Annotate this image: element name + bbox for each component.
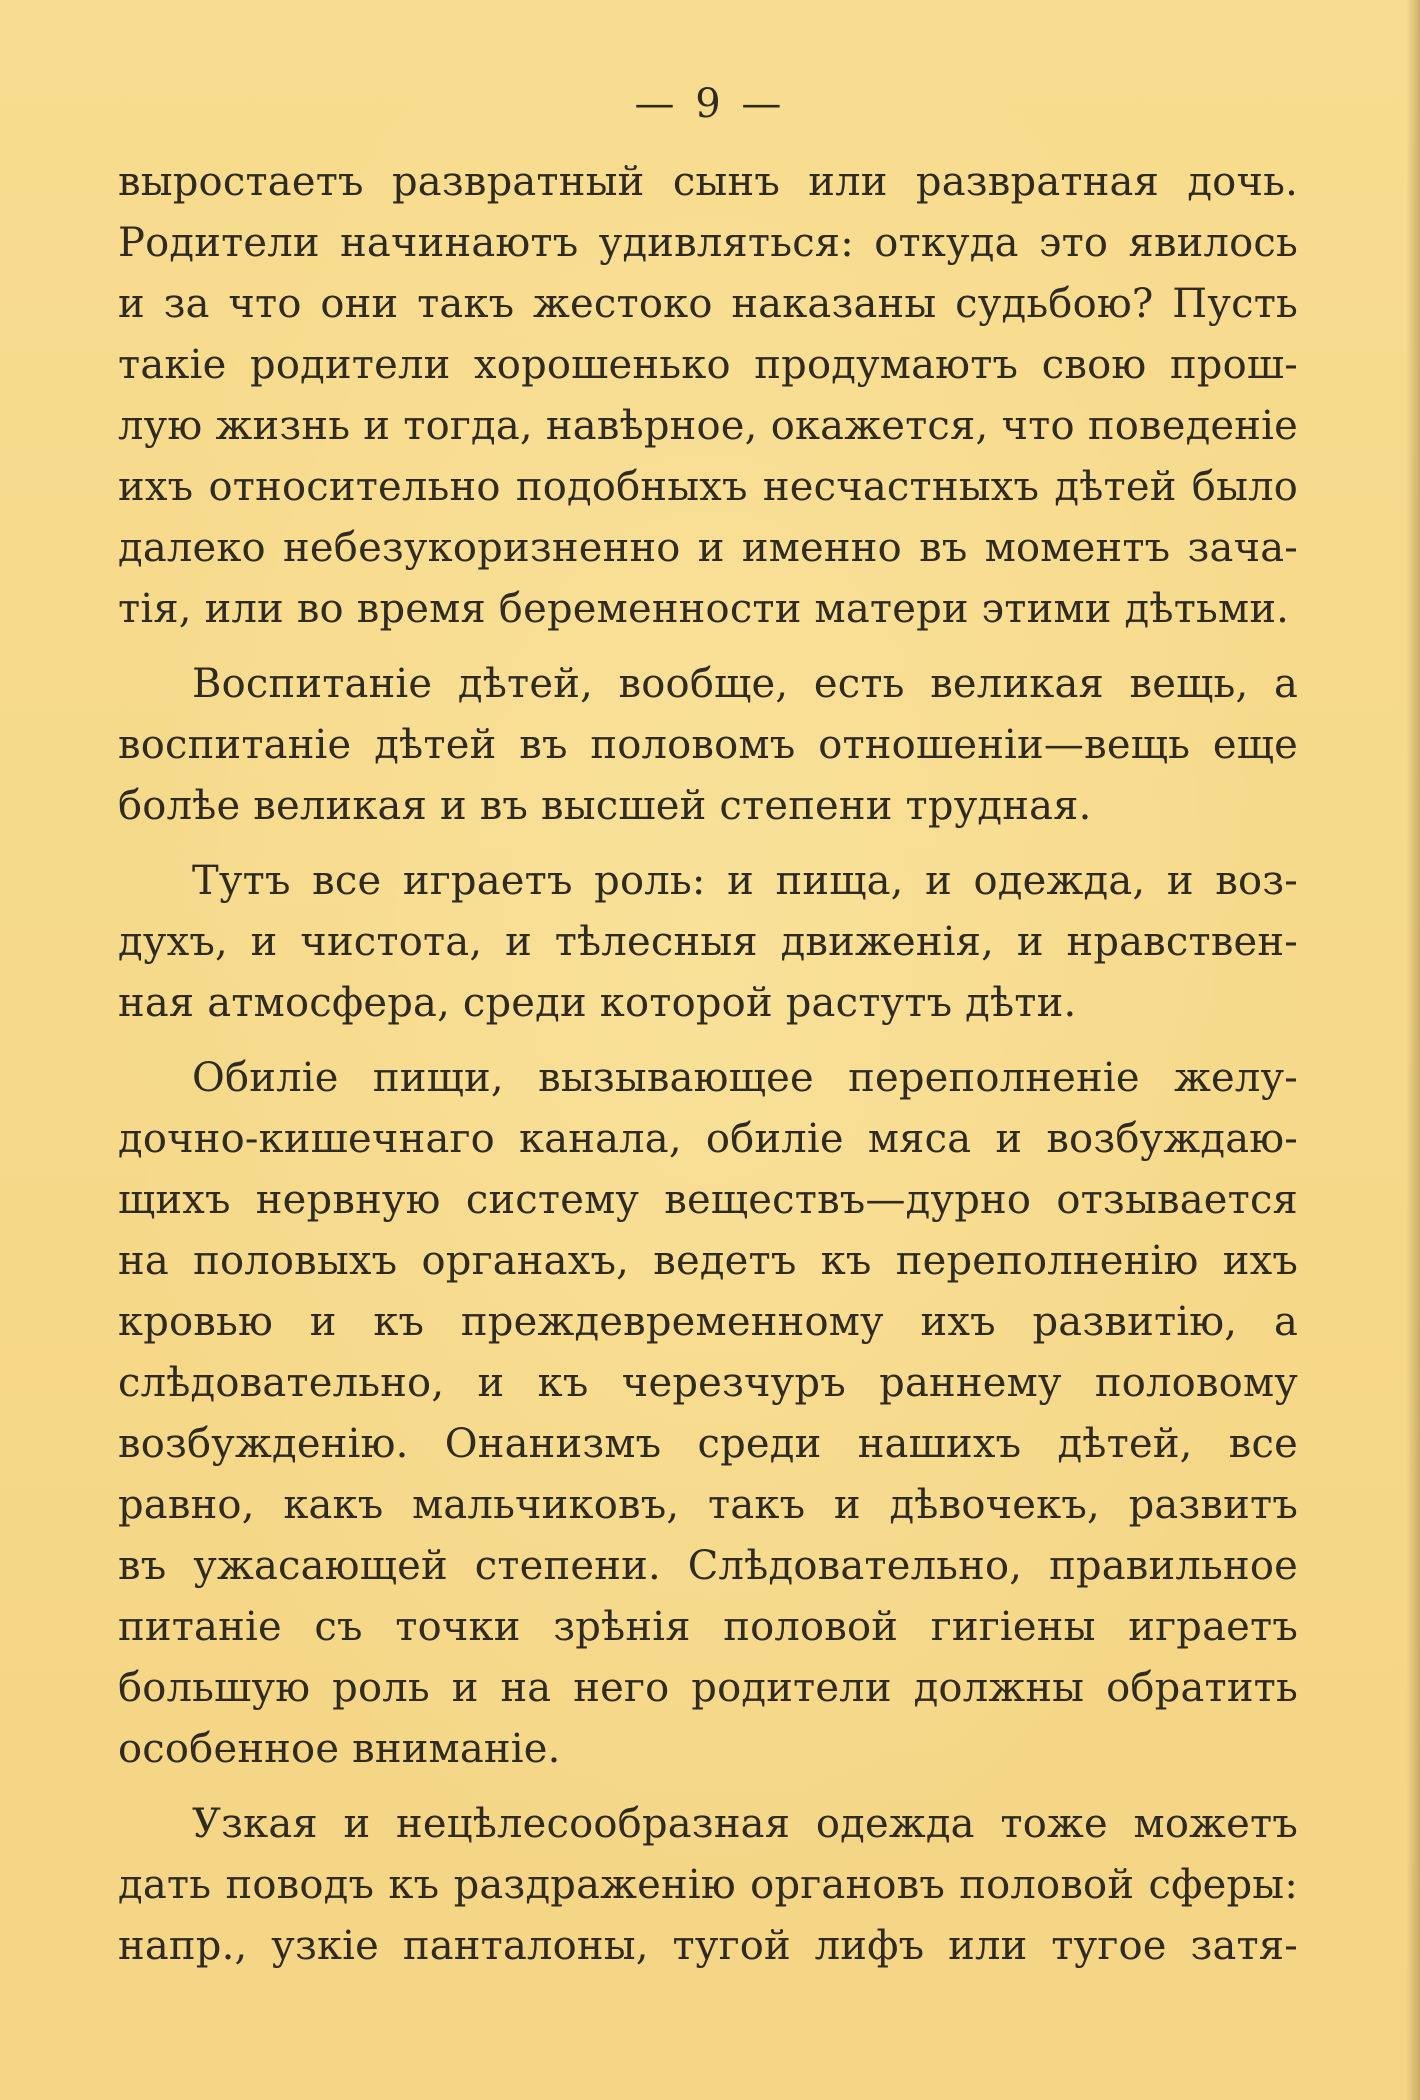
paragraph-4 — [118, 1048, 1298, 1780]
text-line: тія, или во время беременности матери этими дѣтьми. — [118, 586, 1290, 632]
text-line: ихъ относительно подобныхъ несчастныхъ дѣтей было — [118, 464, 1298, 510]
text-line: на половыхъ органахъ, ведетъ къ переполненію ихъ — [118, 1238, 1298, 1284]
paragraph-2 — [118, 654, 1298, 837]
text-line: лую жизнь и тогда, навѣрное, окажется, что поведеніе — [118, 403, 1298, 449]
text-line: и за что они такъ жестоко наказаны судьбою? Пусть — [118, 281, 1298, 327]
text-line: равно, какъ мальчиковъ, такъ и дѣвочекъ, развитъ — [118, 1482, 1298, 1528]
text-line: такіе родители хорошенько продумаютъ свою прош- — [118, 342, 1298, 388]
text-line: питаніе съ точки зрѣнія половой гигіены играетъ — [118, 1604, 1298, 1650]
text-line: далеко небезукоризненно и именно въ моментъ зача- — [118, 525, 1298, 571]
text-line: Обиліе пищи, вызывающее переполненіе желу- — [192, 1055, 1298, 1101]
paragraph-5 — [118, 1794, 1298, 1977]
text-line: ная атмосфера, среди которой растутъ дѣти. — [118, 980, 1077, 1026]
text-line: выростаетъ развратный сынъ или развратная дочь. — [118, 159, 1298, 205]
page-edge-shadow — [1406, 0, 1420, 2100]
paragraph-3 — [118, 851, 1298, 1034]
text-line: болѣе великая и въ высшей степени трудная. — [118, 783, 1092, 829]
text-line: дочно-кишечнаго канала, обиліе мяса и возбуждаю- — [118, 1116, 1298, 1162]
text-line: большую роль и на него родители должны обратить — [118, 1665, 1298, 1711]
text-line: слѣдовательно, и къ черезчуръ раннему половому — [118, 1360, 1298, 1406]
text-line: духъ, и чистота, и тѣлесныя движенія, и нравствен- — [118, 919, 1298, 965]
text-line: дать поводъ къ раздраженію органовъ половой сферы: — [118, 1862, 1298, 1908]
text-line: кровью и къ преждевременному ихъ развитію, а — [118, 1299, 1298, 1345]
text-line: Узкая и нецѣлесообразная одежда тоже можетъ — [192, 1801, 1298, 1847]
text-line: Воспитаніе дѣтей, вообще, есть великая вещь, а — [192, 661, 1298, 707]
text-line: возбужденію. Онанизмъ среди нашихъ дѣтей, все — [118, 1421, 1298, 1467]
text-line: напр., узкіе панталоны, тугой лифъ или тугое затя- — [118, 1923, 1298, 1969]
page-number: — 9 — — [634, 81, 786, 127]
text-line: Родители начинаютъ удивляться: откуда это явилось — [118, 220, 1298, 266]
text-line: щихъ нервную систему веществъ—дурно отзывается — [118, 1177, 1298, 1223]
text-line: особенное вниманіе. — [118, 1726, 561, 1772]
paragraph-1 — [118, 152, 1298, 640]
text-line: Тутъ все играетъ роль: и пища, и одежда, и воз- — [192, 858, 1298, 904]
text-line: воспитаніе дѣтей въ половомъ отношеніи—вещь еще — [118, 722, 1298, 768]
text-line: въ ужасающей степени. Слѣдовательно, правильное — [118, 1543, 1298, 1589]
body-text — [118, 152, 1298, 1991]
